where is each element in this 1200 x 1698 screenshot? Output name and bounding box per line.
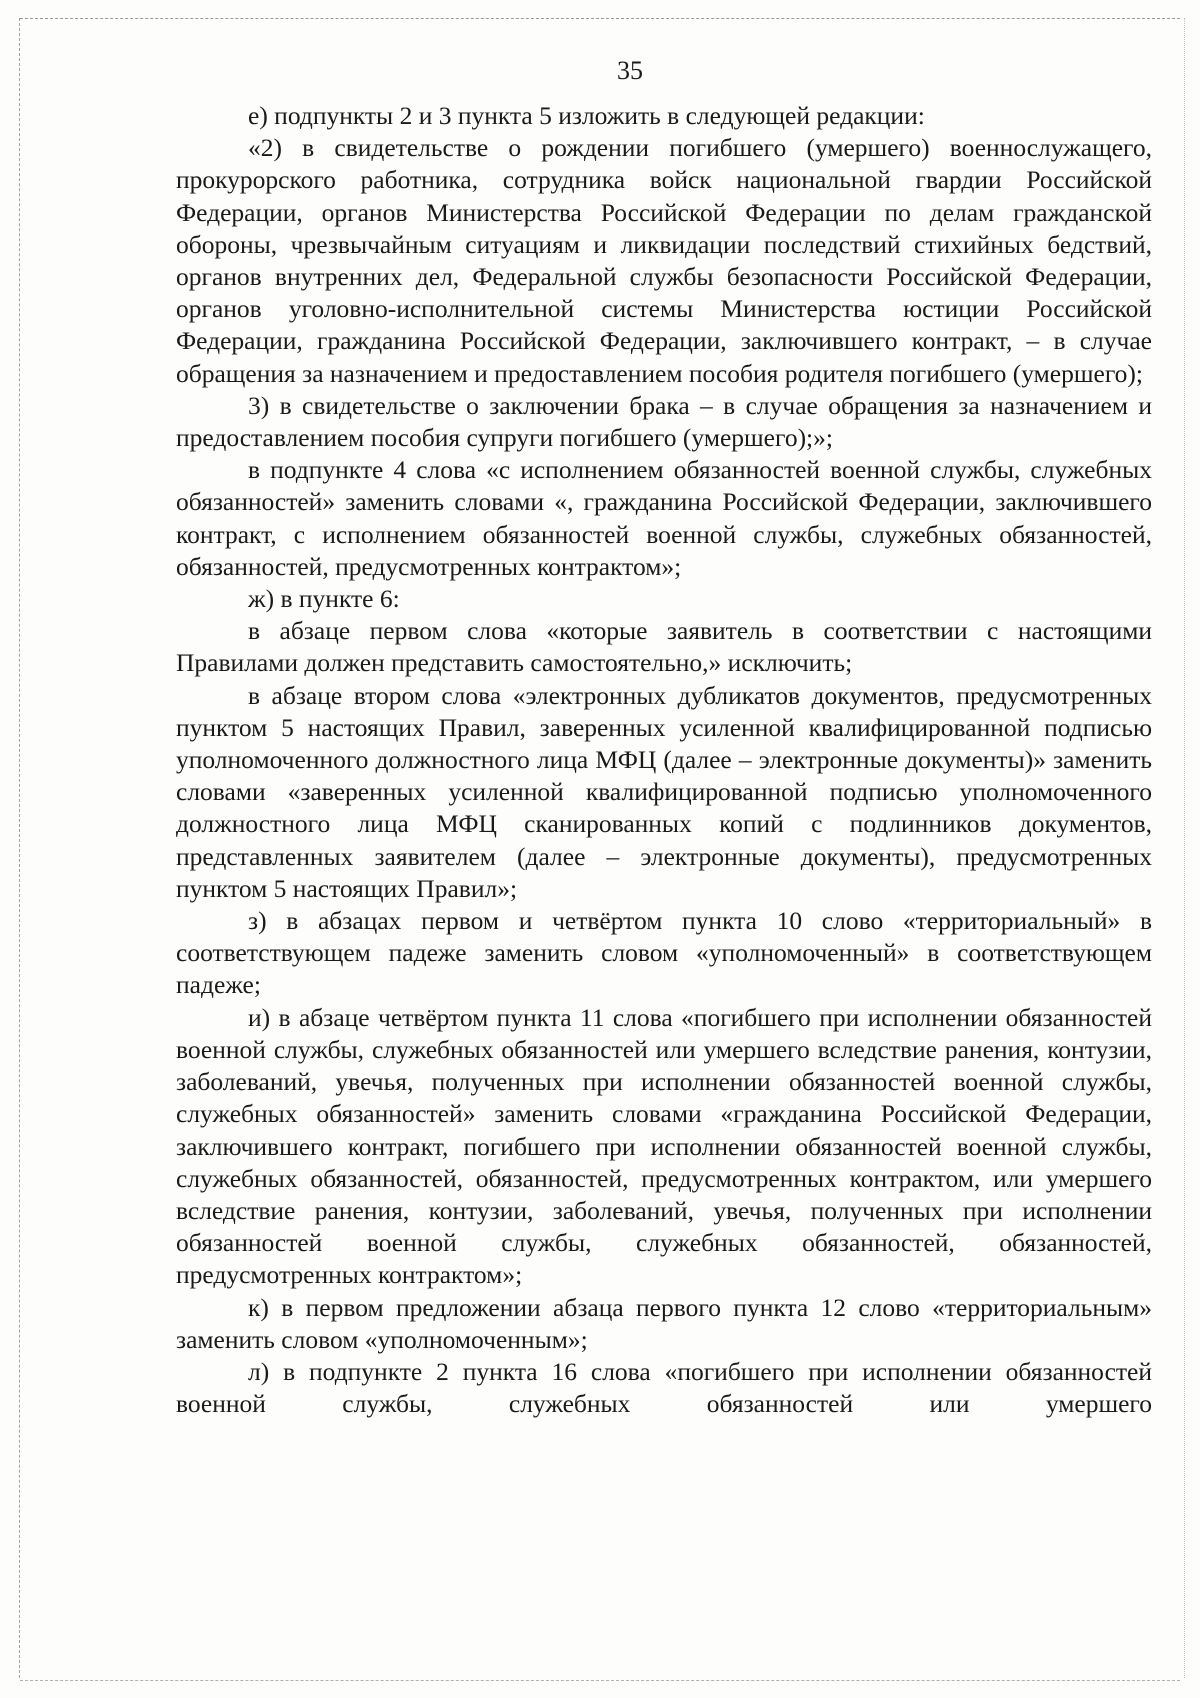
scan-border-top	[20, 18, 1180, 19]
paragraph-e: е) подпункты 2 и 3 пункта 5 изложить в следующей редакции:	[248, 101, 925, 130]
paragraph-i: и) в абзаце четвёртом пункта 11 слова «погибшего при исполнении обязанностей военной службы, служебных обязанностей или умершего вследствие ранения, контузии, заболеваний, увечья, полученных при исполнении обязанностей военной службы, служебных обязанностей» заменить словами «гражданина Российской Федерации, заключившего контракт, погибшего при исполнении обязанностей военной службы, служебных обязанностей, обязанностей, предусмотренных контрактом, или умершего вследствие ранения, контузии, заболеваний, увечья, полученных при исполнении обязанностей военной службы, служебных обязанностей, обязанностей, предусмотренных контрактом»;	[176, 1002, 1152, 1290]
paragraph-z: з) в абзацах первом и четвёртом пункта 10 слово «территориальный» в соответствующем падеже заменить словом «уполномоченный» в соответствующем падеже;	[176, 906, 1152, 1000]
page-number: 35	[617, 56, 643, 85]
paragraph-k: к) в первом предложении абзаца первого пункта 12 слово «территориальным» заменить словом «уполномоченным»;	[176, 1292, 1152, 1354]
paragraph-item-3: 3) в свидетельстве о заключении брака – в случае обращения за назначением и предоставлением пособия супруги погибшего (умершего);»;	[176, 390, 1152, 453]
scan-border-bottom	[20, 1680, 1180, 1681]
paragraph-zh: ж) в пункте 6:	[248, 584, 400, 614]
paragraph-l: л) в подпункте 2 пункта 16 слова «погибшего при исполнении обязанностей военной службы, служебных обязанностей или умершего	[176, 1356, 1152, 1419]
scan-border-left	[19, 18, 20, 1678]
document-body	[176, 100, 1152, 1420]
paragraph-abzac-first: в абзаце первом слова «которые заявитель в соответствии с настоящими Правилами должен представить самостоятельно,» исключить;	[176, 616, 1152, 678]
paragraph-item-2: «2) в свидетельстве о рождении погибшего (умершего) военнослужащего, прокурорского работника, сотрудника войск национальной гвардии Российской Федерации, органов Министерства Российской Федерации по делам гражданской обороны, чрезвычайным ситуациям и ликвидации последствий стихийных бедствий, органов внутренних дел, Федеральной службы безопасности Российской Федерации, органов уголовно-исполнительной системы Министерства юстиции Российской Федерации, гражданина Российской Федерации, заключившего контракт, – в случае обращения за назначением и предоставлением пособия родителя погибшего (умершего);	[176, 133, 1152, 388]
paragraph-abzac-second: в абзаце втором слова «электронных дубликатов документов, предусмотренных пунктом 5 настоящих Правил, заверенных усиленной квалифицированной подписью уполномоченного должностного лица МФЦ (далее – электронные документы)» заменить словами «заверенных усиленной квалифицированной подписью уполномоченного должностного лица МФЦ сканированных копий с подлинников документов, представленных заявителем (далее – электронные документы), предусмотренных пунктом 5 настоящих Правил»;	[176, 680, 1152, 903]
scan-border-right	[1184, 18, 1185, 1678]
paragraph-subitem-4: в подпункте 4 слова «с исполнением обязанностей военной службы, служебных обязанностей» заменить словами «, гражданина Российской Федерации, заключившего контракт, с исполнением обязанностей военной службы, служебных обязанностей, обязанностей, предусмотренных контрактом»;	[176, 455, 1152, 581]
